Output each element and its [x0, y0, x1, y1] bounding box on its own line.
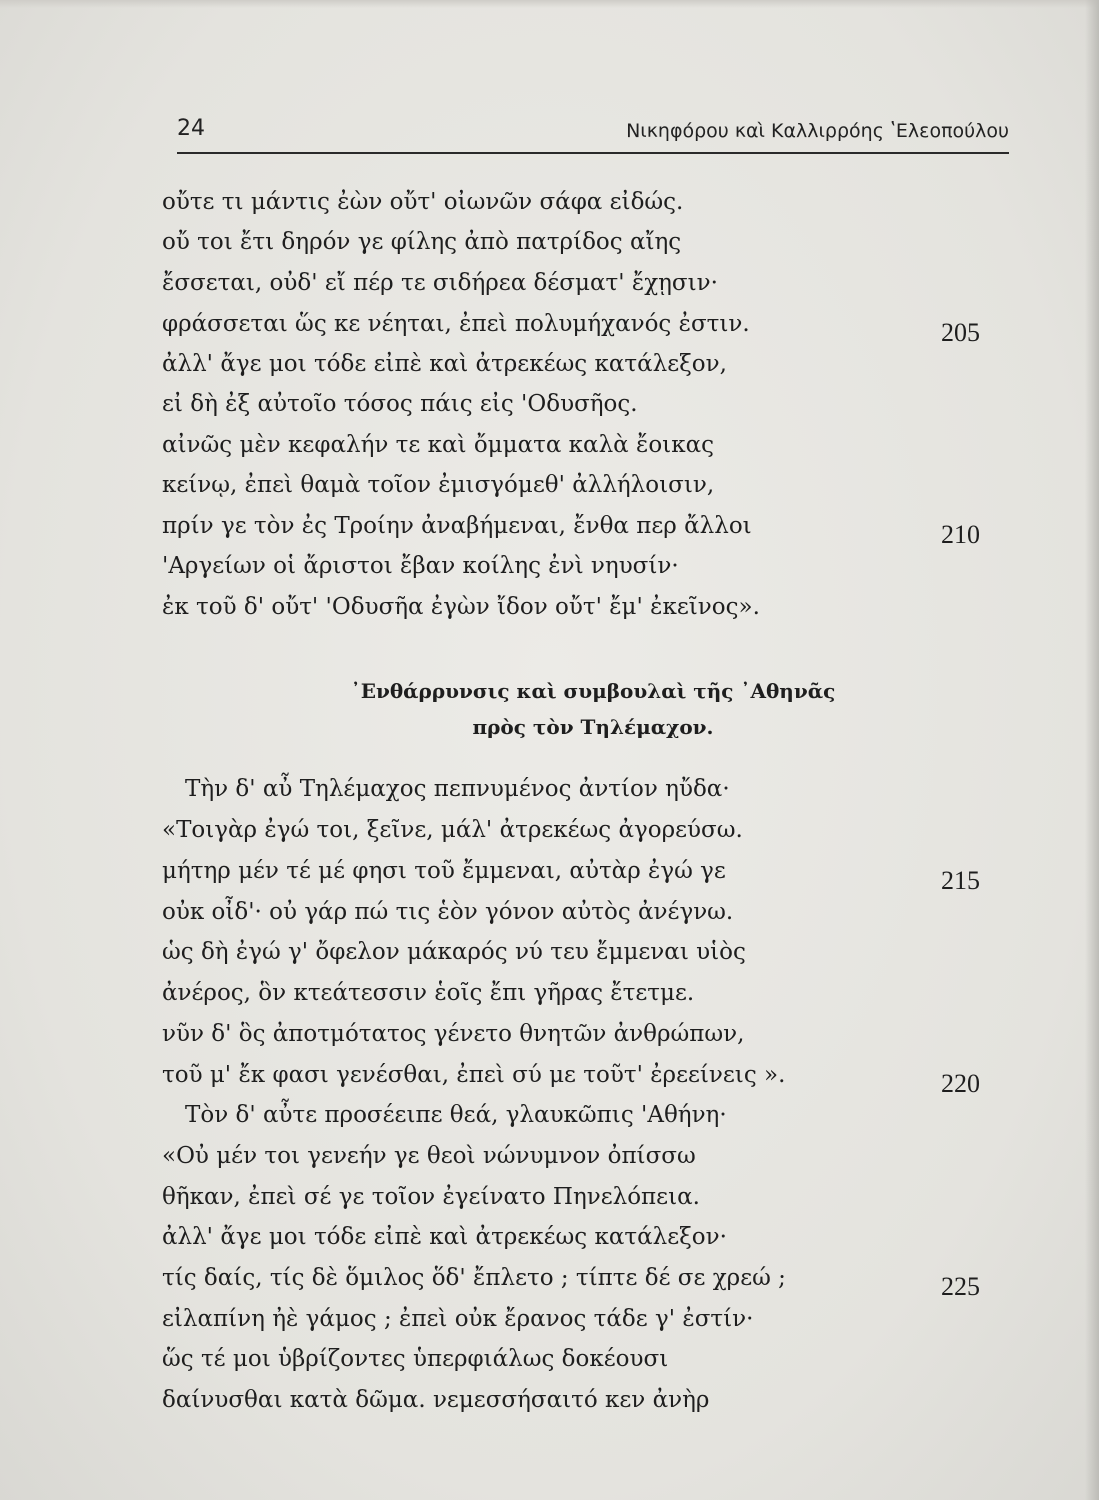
verse-line: εἰλαπίνη ἠὲ γάμος ; ἐπεὶ οὐκ ἔρανος τάδε γ' ἐστίν·	[162, 1306, 754, 1332]
page-top-edge	[0, 0, 1099, 8]
running-head: Νικηφόρου καὶ Καλλιρρόης ʽΕλεοπούλου	[626, 120, 1009, 142]
line-number: 225	[941, 1272, 980, 1301]
verse-line: Τὸν δ' αὖτε προσέειπε θεά, γλαυκῶπις 'Αθήνη·	[185, 1102, 727, 1128]
verse-line: ὡς δὴ ἐγώ γ' ὄφελον μάκαρός νύ τευ ἔμμεναι υἱὸς	[162, 939, 746, 965]
line-number: 220	[941, 1069, 980, 1098]
page-gutter-shadow	[1085, 0, 1099, 1500]
page-header	[177, 112, 1009, 154]
verse-line: Τὴν δ' αὖ Τηλέμαχος πεπνυμένος ἀντίον ηὔδα·	[185, 776, 730, 802]
verse-line: ἀνέρος, ὃν κτεάτεσσιν ἑοῖς ἔπι γῆρας ἔτετμε.	[162, 980, 695, 1006]
verse-line: εἰ δὴ ἐξ αὐτοῖο τόσος πάις εἰς 'Οδυσῆος.	[162, 391, 638, 417]
verse-line: 'Αργείων οἱ ἄριστοι ἔβαν κοίλης ἐνὶ νηυσίν·	[162, 553, 679, 579]
section-heading: ᾿Ενθάρρυνσις καὶ συμβουλαὶ τῆς ᾿Αθηνᾶς	[350, 679, 836, 703]
verse-line: αἰνῶς μὲν κεφαλήν τε καὶ ὄμματα καλὰ ἔοικας	[162, 432, 714, 458]
verse-line: πρίν γε τὸν ἐς Τροίην ἀναβήμεναι, ἔνθα περ ἄλλοι	[162, 513, 752, 539]
verse-line: μήτηρ μέν τέ μέ φησι τοῦ ἔμμεναι, αὐτὰρ ἐγώ γε	[162, 858, 726, 884]
verse-line: ὥς τέ μοι ὑβρίζοντες ὑπερφιάλως δοκέουσι	[162, 1346, 669, 1372]
verse-line: τίς δαίς, τίς δὲ ὅμιλος ὅδ' ἔπλετο ; τίπτε δέ σε χρεώ ;	[162, 1265, 786, 1291]
verse-line: θῆκαν, ἐπεὶ σέ γε τοῖον ἐγείνατο Πηνελόπεια.	[162, 1184, 700, 1210]
verse-line: «Τοιγὰρ ἐγώ τοι, ξεῖνε, μάλ' ἀτρεκέως ἀγορεύσω.	[162, 817, 743, 843]
verse-line: ἐκ τοῦ δ' οὔτ' 'Οδυσῆα ἐγὼν ἴδον οὔτ' ἔμ' ἐκεῖνος».	[162, 594, 760, 620]
verse-line: ἀλλ' ἄγε μοι τόδε εἰπὲ καὶ ἀτρεκέως κατάλεξον·	[162, 1224, 727, 1250]
line-number: 205	[941, 318, 980, 347]
verse-line: κείνῳ, ἐπεὶ θαμὰ τοῖον ἐμισγόμεθ' ἀλλήλοισιν,	[162, 472, 715, 498]
line-number: 210	[941, 520, 980, 549]
verse-line: οὐκ οἶδ'· οὐ γάρ πώ τις ἑὸν γόνον αὐτὸς ἀνέγνω.	[162, 899, 734, 925]
verse-line: νῦν δ' ὃς ἀποτμότατος γένετο θνητῶν ἀνθρώπων,	[162, 1021, 745, 1047]
verse-line: δαίνυσθαι κατὰ δῶμα. νεμεσσήσαιτό κεν ἀνὴρ	[162, 1387, 710, 1413]
page-number: 24	[177, 116, 205, 141]
verse-line: οὔτε τι μάντις ἐὼν οὔτ' οἰωνῶν σάφα εἰδώς.	[162, 189, 684, 215]
verse-line: ἀλλ' ἄγε μοι τόδε εἰπὲ καὶ ἀτρεκέως κατάλεξον,	[162, 351, 727, 377]
verse-line: φράσσεται ὥς κε νέηται, ἐπεὶ πολυμήχανός ἐστιν.	[162, 311, 750, 337]
line-number: 215	[941, 866, 980, 895]
section-heading-continued: πρὸς τὸν Τηλέμαχον.	[472, 715, 714, 739]
verse-line: ἔσσεται, οὐδ' εἴ πέρ τε σιδήρεα δέσματ' ἔχῃσιν·	[162, 270, 718, 296]
verse-line: «Οὐ μέν τοι γενεήν γε θεοὶ νώνυμνον ὀπίσσω	[162, 1143, 696, 1169]
verse-line: τοῦ μ' ἔκ φασι γενέσθαι, ἐπεὶ σύ με τοῦτ' ἐρεείνεις ».	[162, 1062, 786, 1088]
verse-line: οὔ τοι ἔτι δηρόν γε φίλης ἀπὸ πατρίδος αἴης	[162, 229, 682, 255]
